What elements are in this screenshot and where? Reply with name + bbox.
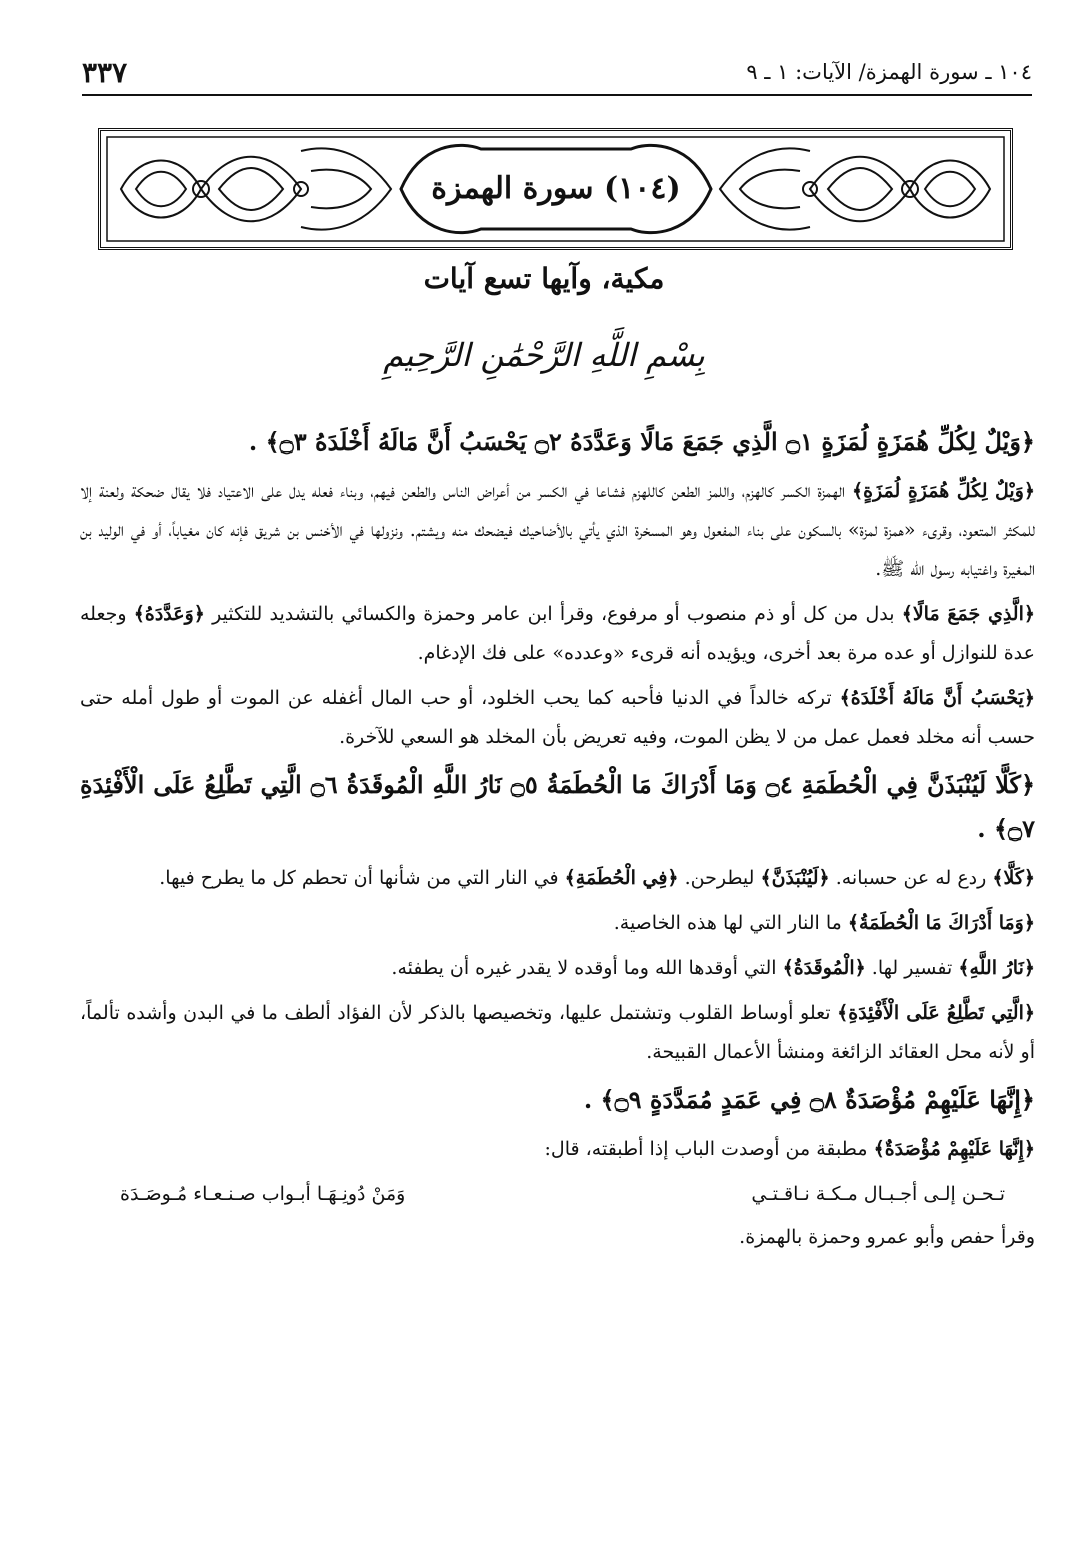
quoted-verse: ﴿لَيُنْبَذَنَّ﴾ xyxy=(760,867,830,889)
poem-second-hemistich: وَمَنْ دُونِـهَـا أبـواب صـنـعـاء مُـوصَـدَة xyxy=(120,1183,406,1205)
commentary-text: تركه خالداً في الدنيا فأحبه كما يحب الخلود، أو حب المال أغفله عن الموت أو طول أمله حتى حسب أنه مخلد فعمل عمل من لا يظن الموت، وفيه تعريض بأن المخلد هو السعي للآخرة. xyxy=(80,687,1035,748)
commentary-text: بدل من كل أو ذم منصوب أو مرفوع، وقرأ ابن عامر وحمزة والكسائي بالتشديد للتكثير xyxy=(204,603,902,625)
poem-first-hemistich: تـحـن إلـى أجـبـال مـكـة نـاقـتـي xyxy=(751,1183,1005,1205)
quoted-verse: ﴿وَعَدَّدَهُ﴾ xyxy=(133,603,205,625)
quoted-verse: ﴿كَلَّا﴾ xyxy=(992,867,1035,889)
quoted-verse: ﴿الْمُوقَدَةُ﴾ xyxy=(782,957,866,979)
commentary-text: ليطرحن. xyxy=(678,867,761,889)
commentary-text: تفسير لها. xyxy=(865,957,959,979)
commentary-paragraph xyxy=(80,859,1035,898)
commentary-text: تعلو أوساط القلوب وتشتمل عليها، وتخصيصها بالذكر لأن الفؤاد ألطف ما في البدن وأشده تألماً، أو لأنه محل العقائد الزائغة ومنشأ الأعمال القبيحة. xyxy=(80,1002,1035,1063)
verse-block: ﴿وَيْلٌ لِكُلِّ هُمَزَةٍ لُمَزَةٍ ۝١ الَّذِي جَمَعَ مَالًا وَعَدَّدَهُ ۝٢ يَحْسَبُ أَنَّ مَالَهُ أَخْلَدَهُ ۝٣﴾ . xyxy=(248,427,1035,456)
quoted-verse: ﴿نَارُ اللَّهِ﴾ xyxy=(958,957,1035,979)
poem-verse xyxy=(120,1175,1005,1214)
quoted-verse: ﴿إِنَّهَا عَلَيْهِمْ مُؤْصَدَةٌ﴾ xyxy=(873,1138,1035,1160)
commentary-text: التي أوقدها الله وما أوقده لا يقدر غيره أن يطفئه. xyxy=(391,957,783,979)
quoted-verse: ﴿وَيْلٌ لِكُلِّ هُمَزَةٍ لُمَزَةٍ﴾ xyxy=(851,480,1035,502)
commentary-paragraph: وقرأ حفص وأبو عمرو وحمزة بالهمزة. xyxy=(739,1226,1035,1248)
surah-subtitle: مكية، وآيها تسع آيات xyxy=(423,262,665,295)
quoted-verse: ﴿الَّتِي تَطَّلِعُ عَلَى الْأَفْئِدَةِ﴾ xyxy=(837,1002,1035,1024)
verse-block: ﴿إِنَّهَا عَلَيْهِمْ مُؤْصَدَةٌ ۝٨ فِي عَمَدٍ مُمَدَّدَةٍ ۝٩﴾ . xyxy=(583,1085,1035,1114)
verse-block: ﴿كَلَّا لَيُنْبَذَنَّ فِي الْحُطَمَةِ ۝٤ وَمَا أَدْرَاكَ مَا الْحُطَمَةُ ۝٥ نَارُ اللَّهِ الْمُوقَدَةُ ۝٦ الَّتِي تَطَّلِعُ عَلَى الْأَفْئِدَةِ ۝٧﴾ . xyxy=(80,770,1036,843)
commentary-paragraph xyxy=(80,472,1035,589)
quoted-verse: ﴿وَمَا أَدْرَاكَ مَا الْحُطَمَةُ﴾ xyxy=(847,912,1035,934)
commentary-text: ردع له عن حسبانه. xyxy=(829,867,993,889)
commentary-text: مطبقة من أوصدت الباب إذا أطبقته، قال: xyxy=(544,1138,874,1160)
page-header xyxy=(82,56,1032,96)
quoted-verse: ﴿الَّذِي جَمَعَ مَالًا﴾ xyxy=(901,603,1035,625)
page-number: ٣٣٧ xyxy=(82,56,128,89)
commentary-body xyxy=(80,420,1035,1263)
basmala: بِسْمِ اللَّهِ الرَّحْمَٰنِ الرَّحِيمِ xyxy=(383,336,705,374)
commentary-text: ما النار التي لها هذه الخاصية. xyxy=(613,912,848,934)
commentary-paragraph xyxy=(80,904,1035,943)
quoted-verse: ﴿يَحْسَبُ أَنَّ مَالَهُ أَخْلَدَهُ﴾ xyxy=(839,687,1036,709)
commentary-paragraph xyxy=(80,1130,1035,1169)
commentary-text: الهمزة الكسر كالهزم، واللمز الطعن كاللهزم فشاعا في الكسر من أعراض الناس والطعن فيهم، وبناء فعله يدل على الاعتياد فلا يقال ضحكة ولعنة إلا للمكثر المتعود، وقرىء «همزة لمزة» بالسكون على بناء المفعول وهو المسخرة الذي يأتي بالأضاحيك فيضحك منه ويشتم. ونزولها في الأخنس بن شريق فإنه كان مغياباً، أو في الوليد بن المغيرة واغتيابه رسول الله ﷺ. xyxy=(80,480,1035,580)
commentary-paragraph xyxy=(80,994,1035,1072)
surah-banner xyxy=(98,128,1013,250)
running-head: ١٠٤ ـ سورة الهمزة/ الآيات: ١ ـ ٩ xyxy=(746,60,1032,84)
commentary-paragraph xyxy=(80,679,1035,757)
commentary-text: وجعله عدة للنوازل أو عده مرة بعد أخرى، ويؤيده أنه قرىء «وعدده» على فك الإدغام. xyxy=(80,603,1035,664)
commentary-text: في النار التي من شأنها أن تحطم كل ما يطرح فيها. xyxy=(159,867,565,889)
commentary-paragraph xyxy=(80,595,1035,673)
quoted-verse: ﴿فِي الْحُطَمَةِ﴾ xyxy=(564,867,679,889)
commentary-paragraph xyxy=(80,949,1035,988)
surah-title: (١٠٤) سورة الهمزة xyxy=(431,171,681,206)
